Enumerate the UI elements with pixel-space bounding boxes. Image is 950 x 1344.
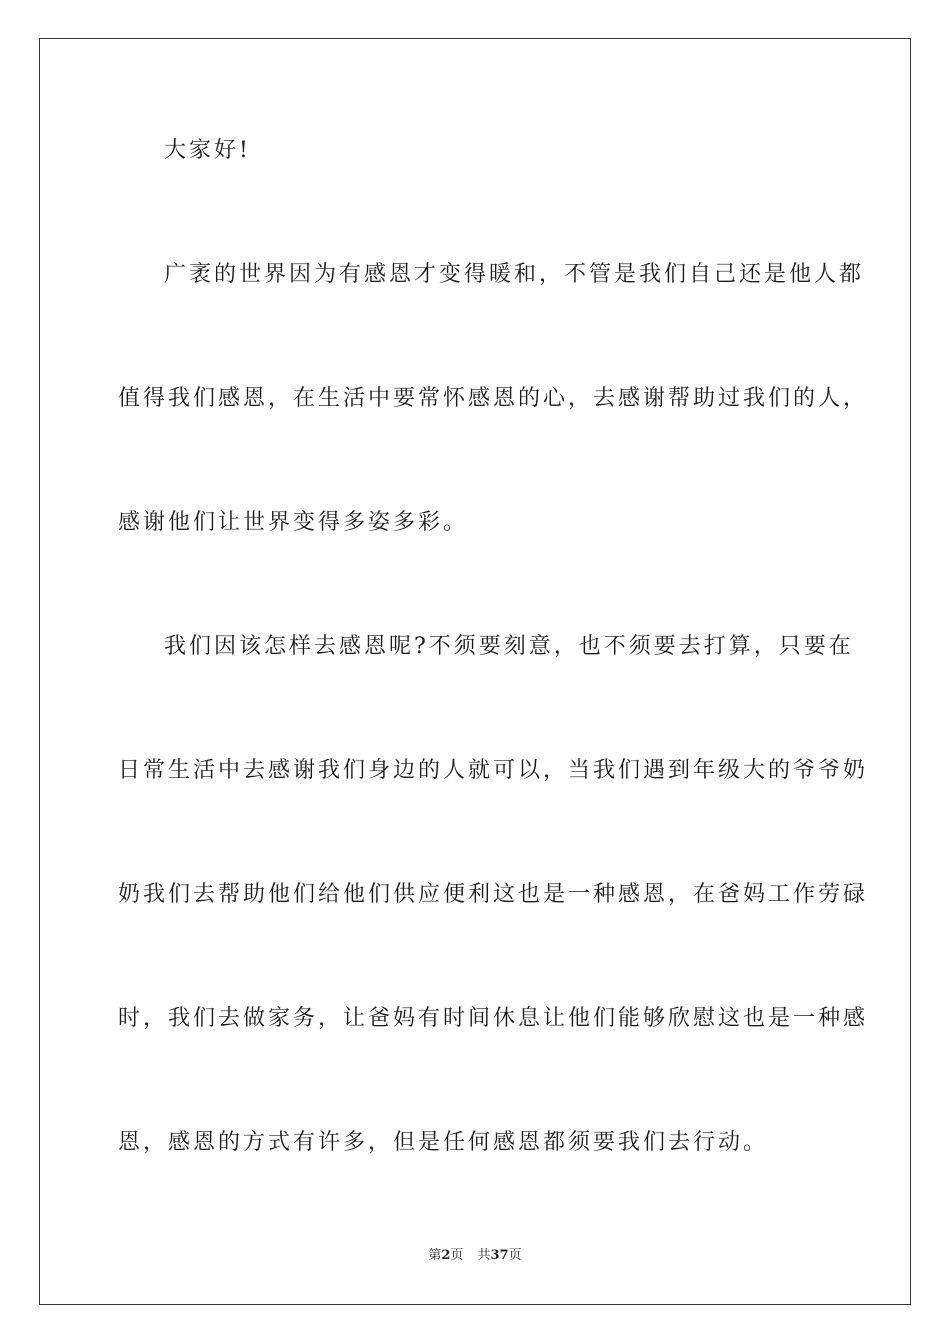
paragraph-line: 感谢他们让世界变得多姿多彩。 <box>118 510 469 535</box>
paragraph-line: 值得我们感恩，在生活中要常怀感恩的心，去感谢帮助过我们的人， <box>118 386 869 411</box>
footer-total-suffix: 页 <box>508 1248 522 1263</box>
greeting-line: 大家好! <box>164 138 251 163</box>
footer-page-number: 2 <box>441 1248 451 1263</box>
footer-total-prefix: 共 <box>477 1248 491 1263</box>
paragraph-line: 时，我们去做家务，让爸妈有时间休息让他们能够欣慰这也是一种感 <box>118 1006 869 1031</box>
page-border <box>39 38 911 1305</box>
paragraph-line: 恩，感恩的方式有许多，但是任何感恩都须要我们去行动。 <box>118 1130 769 1155</box>
footer-page-prefix: 第 <box>428 1248 442 1263</box>
footer-page-suffix: 页 <box>450 1248 464 1263</box>
paragraph-line: 广袤的世界因为有感恩才变得暖和，不管是我们自己还是他人都 <box>164 262 865 287</box>
paragraph-line: 日常生活中去感谢我们身边的人就可以，当我们遇到年级大的爷爷奶 <box>118 758 869 783</box>
paragraph-line: 我们因该怎样去感恩呢?不须要刻意，也不须要去打算，只要在 <box>164 634 854 659</box>
paragraph-line: 奶我们去帮助他们给他们供应便利这也是一种感恩，在爸妈工作劳碌 <box>118 882 869 907</box>
footer-total-pages: 37 <box>490 1248 509 1263</box>
page-footer <box>0 1247 950 1265</box>
